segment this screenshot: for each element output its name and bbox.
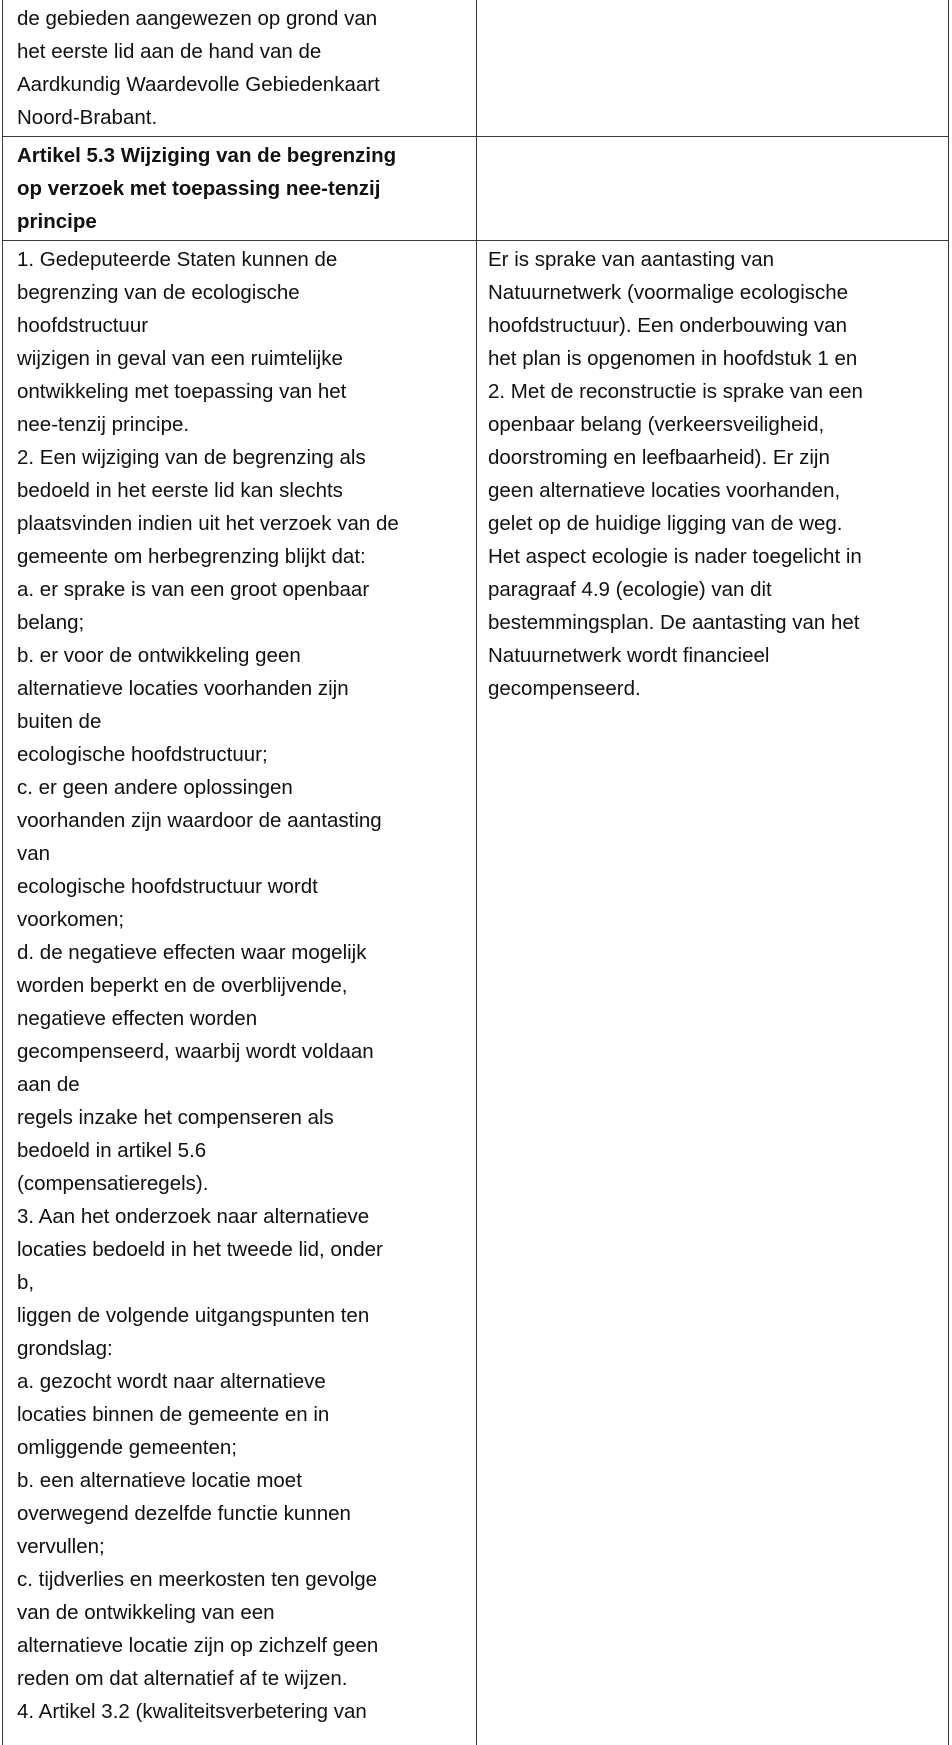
text-line: regels inzake het compenseren als [17, 1101, 464, 1134]
text-line: principe [17, 205, 464, 238]
text-line: alternatieve locatie zijn op zichzelf geen [17, 1629, 464, 1662]
text-line: b. een alternatieve locatie moet [17, 1464, 464, 1497]
text-line: belang; [17, 606, 464, 639]
text-line: a. gezocht wordt naar alternatieve [17, 1365, 464, 1398]
text-line: ecologische hoofdstructuur wordt [17, 870, 464, 903]
text-line: geen alternatieve locaties voorhanden, [488, 474, 940, 507]
text-line: Er is sprake van aantasting van [488, 243, 940, 276]
text-line: grondslag: [17, 1332, 464, 1365]
text-line: op verzoek met toepassing nee-tenzij [17, 172, 464, 205]
text-line: b, [17, 1266, 464, 1299]
text-line: 3. Aan het onderzoek naar alternatieve [17, 1200, 464, 1233]
text-line: overwegend dezelfde functie kunnen [17, 1497, 464, 1530]
text-line: hoofdstructuur). Een onderbouwing van [488, 309, 940, 342]
text-line: Natuurnetwerk (voormalige ecologische [488, 276, 940, 309]
text-line: c. tijdverlies en meerkosten ten gevolge [17, 1563, 464, 1596]
text-line: vervullen; [17, 1530, 464, 1563]
text-line: bestemmingsplan. De aantasting van het [488, 606, 940, 639]
text-line: begrenzing van de ecologische [17, 276, 464, 309]
text-line: a. er sprake is van een groot openbaar [17, 573, 464, 606]
text-line: bedoeld in het eerste lid kan slechts [17, 474, 464, 507]
text-line: 4. Artikel 3.2 (kwaliteitsverbetering van [17, 1695, 464, 1728]
article-heading-cell [3, 137, 477, 241]
text-line: alternatieve locaties voorhanden zijn [17, 672, 464, 705]
text-line: gemeente om herbegrenzing blijkt dat: [17, 540, 464, 573]
text-line: nee-tenzij principe. [17, 408, 464, 441]
text-line: gecompenseerd. [488, 672, 940, 705]
text-line: reden om dat alternatief af te wijzen. [17, 1662, 464, 1695]
text-line: gecompenseerd, waarbij wordt voldaan [17, 1035, 464, 1068]
text-line: c. er geen andere oplossingen [17, 771, 464, 804]
article-rules-cell [3, 241, 477, 1745]
text-line: Natuurnetwerk wordt financieel [488, 639, 940, 672]
table-row-article-body [3, 241, 949, 1745]
text-line: het eerste lid aan de hand van de [17, 35, 464, 68]
text-line: d. de negatieve effecten waar mogelijk [17, 936, 464, 969]
text-line: Noord-Brabant. [17, 101, 464, 134]
text-line: gelet op de huidige ligging van de weg. [488, 507, 940, 540]
row1-right-cell [477, 0, 949, 137]
text-line: (compensatieregels). [17, 1167, 464, 1200]
text-line: 2. Met de reconstructie is sprake van een [488, 375, 940, 408]
text-line: 2. Een wijziging van de begrenzing als [17, 441, 464, 474]
text-line: openbaar belang (verkeersveiligheid, [488, 408, 940, 441]
text-line: locaties bedoeld in het tweede lid, onder [17, 1233, 464, 1266]
text-line: bedoeld in artikel 5.6 [17, 1134, 464, 1167]
text-line: de gebieden aangewezen op grond van [17, 2, 464, 35]
text-line: van [17, 837, 464, 870]
text-line: aan de [17, 1068, 464, 1101]
text-line: omliggende gemeenten; [17, 1431, 464, 1464]
text-line: het plan is opgenomen in hoofdstuk 1 en [488, 342, 940, 375]
text-line: doorstroming en leefbaarheid). Er zijn [488, 441, 940, 474]
text-line: b. er voor de ontwikkeling geen [17, 639, 464, 672]
text-line: ecologische hoofdstructuur; [17, 738, 464, 771]
text-line: ontwikkeling met toepassing van het [17, 375, 464, 408]
row1-left-cell [3, 0, 477, 137]
text-line: 1. Gedeputeerde Staten kunnen de [17, 243, 464, 276]
text-line: negatieve effecten worden [17, 1002, 464, 1035]
text-line: wijzigen in geval van een ruimtelijke [17, 342, 464, 375]
table-row-continuation [3, 0, 949, 137]
text-line: voorhanden zijn waardoor de aantasting [17, 804, 464, 837]
text-line: worden beperkt en de overblijvende, [17, 969, 464, 1002]
text-line: plaatsvinden indien uit het verzoek van de [17, 507, 464, 540]
document-table [2, 0, 949, 1745]
text-line: Aardkundig Waardevolle Gebiedenkaart [17, 68, 464, 101]
text-line: locaties binnen de gemeente en in [17, 1398, 464, 1431]
text-line: Artikel 5.3 Wijziging van de begrenzing [17, 139, 464, 172]
text-line: buiten de [17, 705, 464, 738]
plan-response-cell [477, 241, 949, 1745]
text-line: Het aspect ecologie is nader toegelicht in [488, 540, 940, 573]
text-line: liggen de volgende uitgangspunten ten [17, 1299, 464, 1332]
text-line: hoofdstructuur [17, 309, 464, 342]
table-row-article-heading [3, 137, 949, 241]
text-line: paragraaf 4.9 (ecologie) van dit [488, 573, 940, 606]
text-line: voorkomen; [17, 903, 464, 936]
text-line: van de ontwikkeling van een [17, 1596, 464, 1629]
row2-right-cell [477, 137, 949, 241]
